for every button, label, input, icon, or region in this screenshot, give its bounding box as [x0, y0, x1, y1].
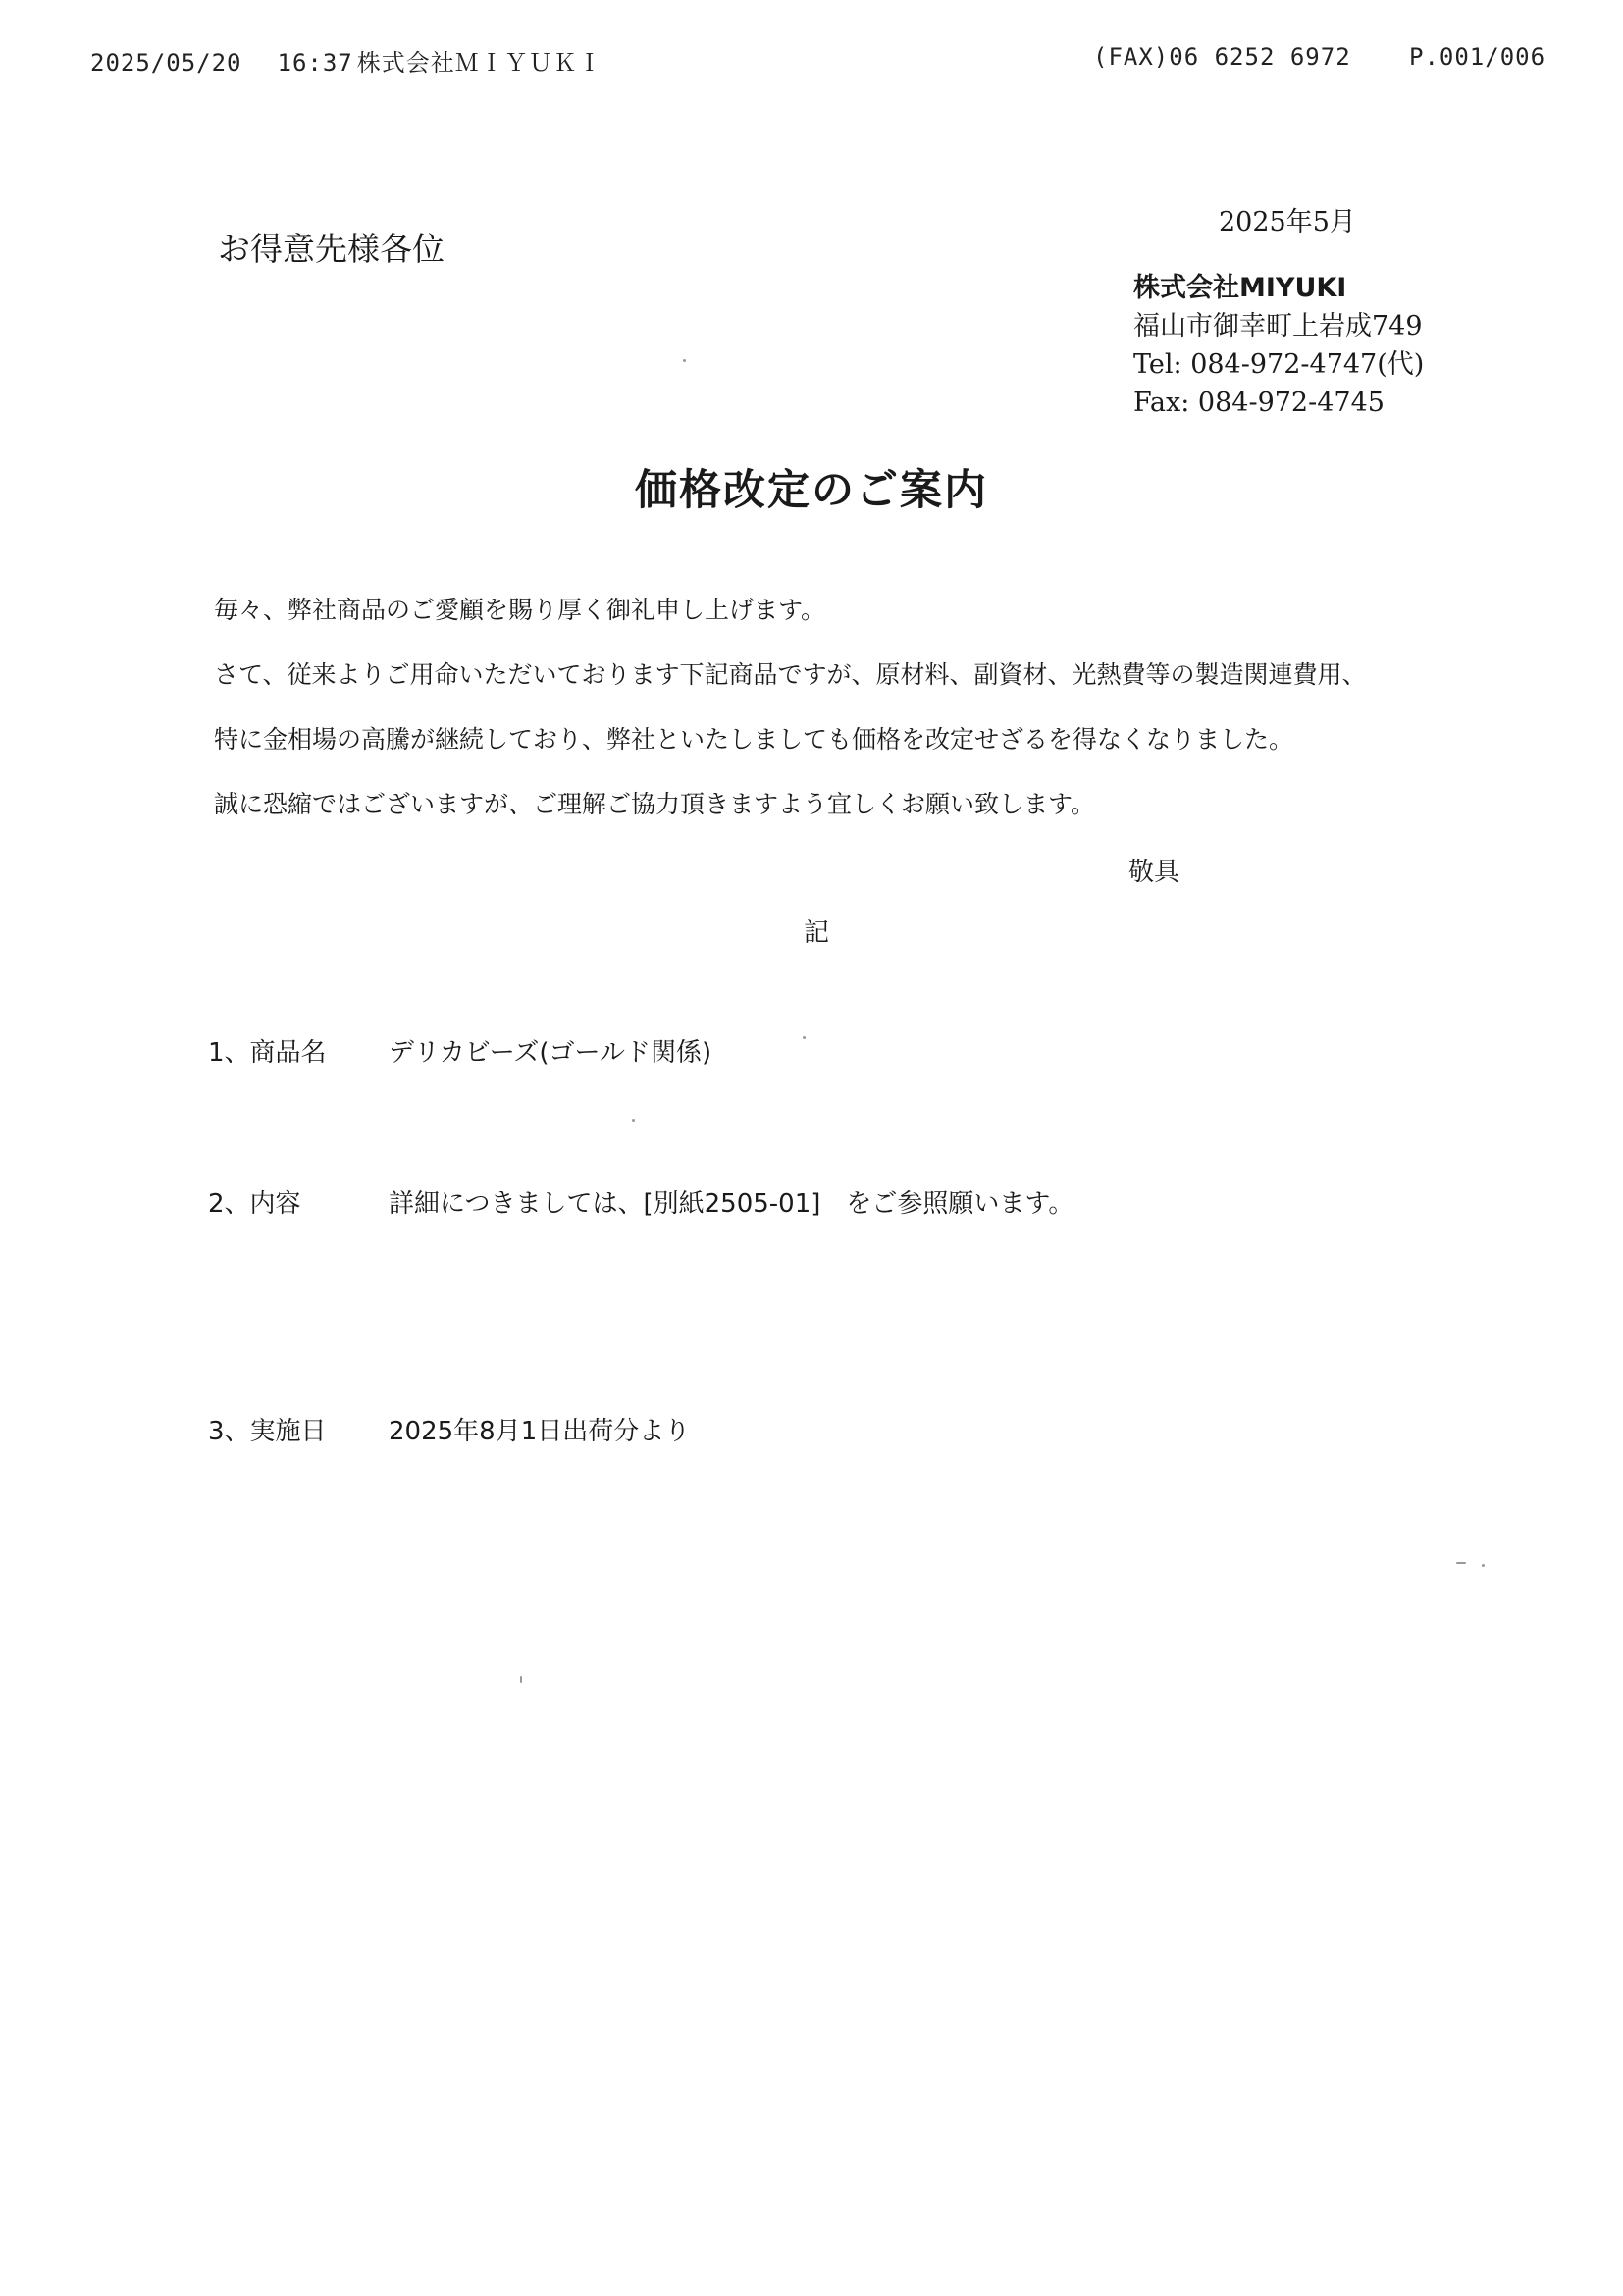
scan-speck [683, 359, 686, 362]
item-label: 2、内容 [208, 1189, 301, 1219]
fax-time: 16:37 [277, 49, 353, 77]
item-date [208, 1411, 690, 1447]
body-line: 毎々、弊社商品のご愛顧を賜り厚く御礼申し上げます。 [214, 596, 826, 624]
scan-speck [1456, 1562, 1466, 1564]
sender-block [1133, 269, 1424, 422]
fax-sender: 株式会社ＭＩＹＵＫＩ [356, 49, 602, 77]
body-line: さて、従来よりご用命いただいております下記商品ですが、原材料、副資材、光熱費等の製造関連費用、 [214, 660, 1367, 689]
item-value: 詳細につきましては、[別紙2505-01] をご参照願います。 [389, 1189, 1074, 1219]
issue-date: 2025年5月 [1219, 207, 1356, 237]
closing-keigu: 敬具 [1128, 858, 1180, 887]
scan-speck [803, 1036, 806, 1039]
fax-page-number: P.001/006 [1409, 43, 1546, 71]
fax-date: 2025/05/20 [90, 49, 242, 77]
scan-speck [632, 1119, 635, 1122]
sender-address: 福山市御幸町上岩成749 [1133, 311, 1423, 341]
body-text [214, 589, 1367, 848]
item-product [208, 1032, 711, 1069]
scan-speck [520, 1676, 522, 1683]
item-label: 1、商品名 [208, 1038, 327, 1068]
body-line: 誠に恐縮ではございますが、ご理解ご協力頂きますよう宜しくお願い致します。 [214, 790, 1096, 818]
sender-company: 株式会社MIYUKI [1133, 273, 1347, 303]
item-value: デリカビーズ(ゴールド関係) [389, 1038, 712, 1068]
scan-speck [1482, 1564, 1485, 1567]
ki-marker: 記 [803, 918, 829, 948]
sender-tel: Tel: 084-972-4747(代) [1133, 349, 1425, 380]
sender-fax: Fax: 084-972-4745 [1133, 388, 1385, 418]
addressee: お得意先様各位 [218, 230, 445, 268]
item-content [208, 1183, 1073, 1220]
item-value: 2025年8月1日出荷分より [389, 1417, 691, 1446]
fax-header-left [90, 43, 602, 78]
fax-number: (FAX)06 6252 6972 [1093, 43, 1351, 71]
fax-time-sender [278, 49, 602, 77]
item-label: 3、実施日 [208, 1417, 327, 1446]
body-line: 特に金相場の高騰が継続しており、弊社といたしましても価格を改定せざるを得なくなりました。 [214, 725, 1294, 754]
document-title: 価格改定のご案内 [635, 466, 988, 515]
